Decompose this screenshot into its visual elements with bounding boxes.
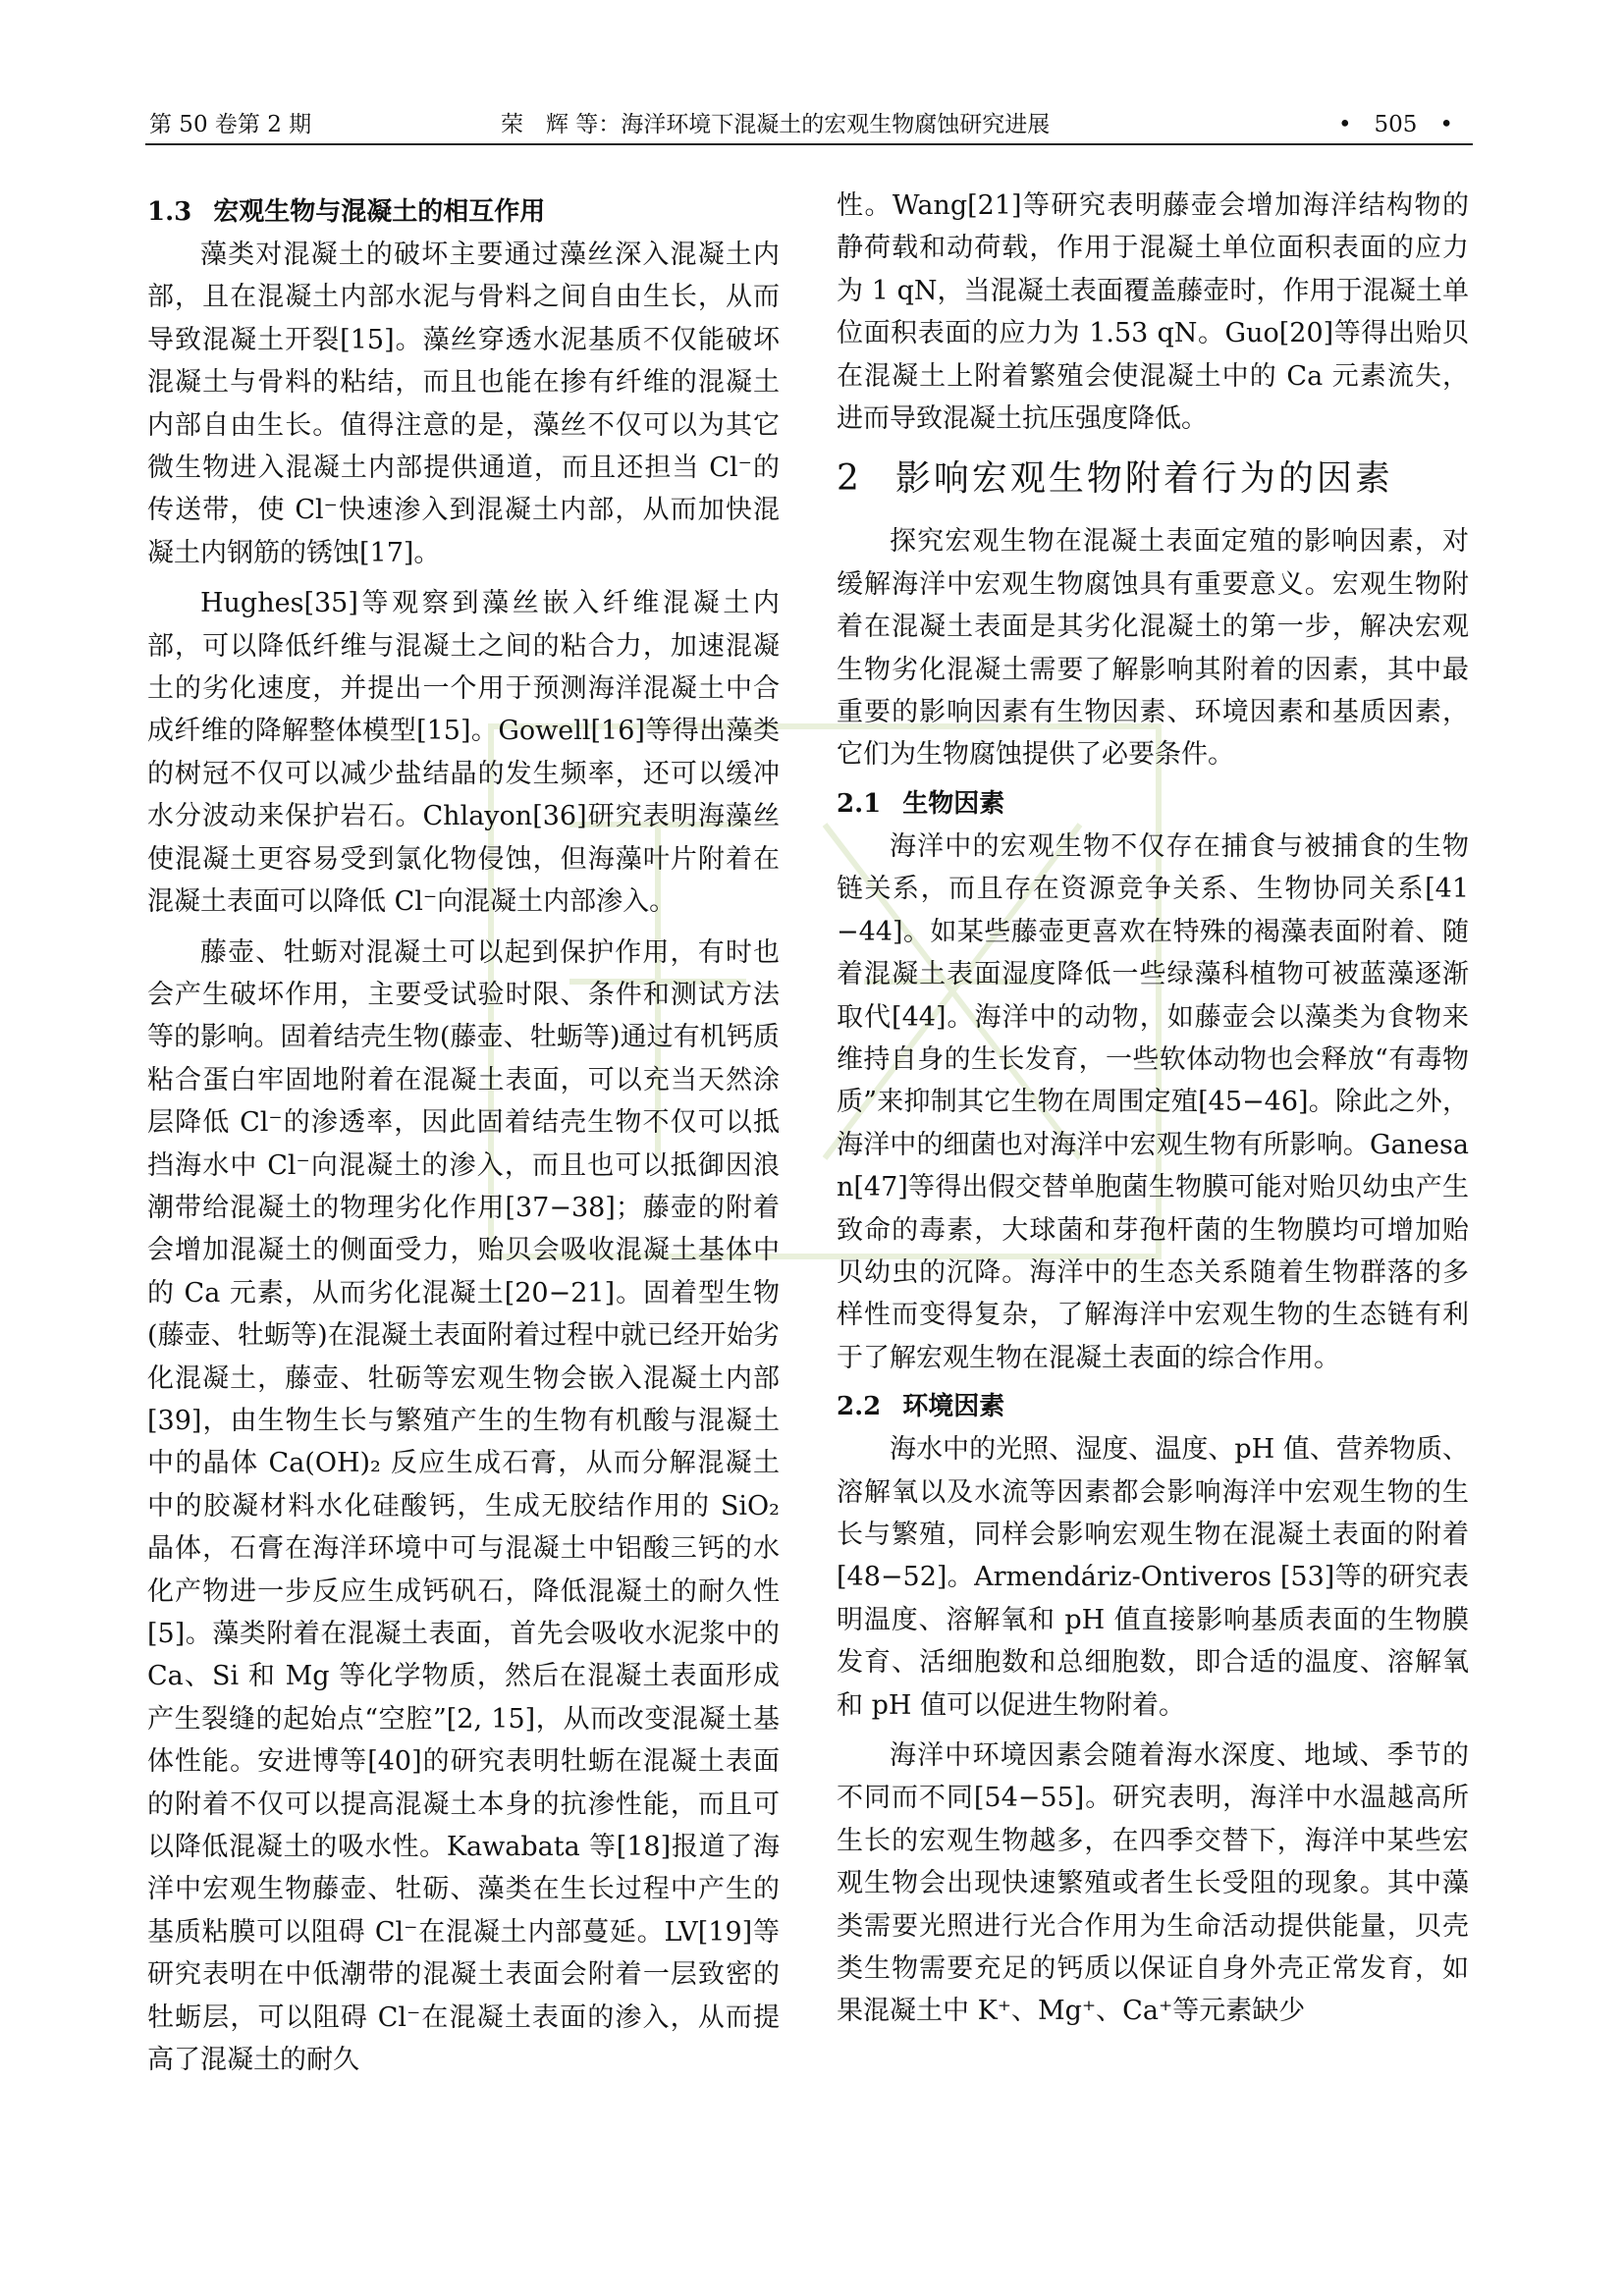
section-heading-2-1 [837, 784, 1469, 824]
paragraph: 藤壶、牡蛎对混凝土可以起到保护作用，有时也会产生破坏作用，主要受试验时限、条件和测试方法等的影响。固着结壳生物(藤壶、牡蛎等)通过有机钙质粘合蛋白牢固地附着在混凝土表面，可以充当天然涂层降低 Cl⁻的渗透率，因此固着结壳生物不仅可以抵挡海水中 Cl⁻向混凝土的渗入，而且也可以抵御因浪潮带给混凝土的物理劣化作用[37−38]；藤壶的附着会增加混凝土的侧面受力，贻贝会吸收混凝土基体中的 Ca 元素，从而劣化混凝土[20−21]。固着型生物(藤壶、牡蛎等)在混凝土表面附着过程中就已经开始劣化混凝土，藤壶、牡砺等宏观生物会嵌入混凝土内部[39]，由生物生长与繁殖产生的生物有机酸与混凝土中的晶体 Ca(OH)₂ 反应生成石膏，从而分解混凝土中的胶凝材料水化硅酸钙，生成无胶结作用的 SiO₂ 晶体，石膏在海洋环境中可与混凝土中铝酸三钙的水化产物进一步反应生成钙矾石，降低混凝土的耐久性[5]。藻类附着在混凝土表面，首先会吸收水泥浆中的 Ca、Si 和 Mg 等化学物质，然后在混凝土表面形成产生裂缝的起始点“空腔”[2, 15]，从而改变混凝土基体性能。安进博等[40]的研究表明牡蛎在混凝土表面的附着不仅可以提高混凝土本身的抗渗性能，而且可以降低混凝土的吸水性。Kawabata 等[18]报道了海洋中宏观生物藤壶、牡砺、藻类在生长过程中产生的基质粘膜可以阻碍 Cl⁻在混凝土内部蔓延。LV[19]等研究表明在中低潮带的混凝土表面会附着一层致密的牡蛎层，可以阻碍 Cl⁻在混凝土表面的渗入，从而提高了混凝土的耐久 [147, 936, 780, 2076]
paragraph: 海水中的光照、湿度、温度、pH 值、营养物质、溶解氧以及水流等因素都会影响海洋中宏观生物的生长与繁殖，同样会影响宏观生物在混凝土表面的附着[48−52]。Armendáriz-Ontiveros [53]等的研究表明温度、溶解氧和 pH 值直接影响基质表面的生物膜发育、活细胞数和总细胞数，即合适的温度、溶解氧和 pH 值可以促进生物附着。 [837, 1434, 1469, 1721]
paragraph: 藻类对混凝土的破坏主要通过藻丝深入混凝土内部，且在混凝土内部水泥与骨料之间自由生长，从而导致混凝土开裂[15]。藻丝穿透水泥基质不仅能破坏混凝土与骨料的粘结，而且也能在掺有纤维的混凝土内部自由生长。值得注意的是，藻丝不仅可以为其它微生物进入混凝土内部提供通道，而且还担当 Cl⁻的传送带，使 Cl⁻快速渗入到混凝土内部，从而加快混凝土内钢筋的锈蚀[17]。 [147, 240, 780, 568]
section-number: 2.1 [837, 788, 882, 819]
paragraph: 海洋中的宏观生物不仅存在捕食与被捕食的生物链关系，而且存在资源竞争关系、生物协同关系[41−44]。如某些藤壶更喜欢在特殊的褐藻表面附着、随着混凝土表面湿度降低一些绿藻科植物可被蓝藻逐渐取代[44]。海洋中的动物，如藤壶会以藻类为食物来维持自身的生长发育，一些软体动物也会释放“有毒物质”来抑制其它生物在周围定殖[45−46]。除此之外，海洋中的细菌也对海洋中宏观生物有所影响。Ganesan[47]等得出假交替单胞菌生物膜可能对贻贝幼虫产生致命的毒素，大球菌和芽孢杆菌的生物膜均可增加贻贝幼虫的沉降。海洋中的生态关系随着生物群落的多样性而变得复杂，了解海洋中宏观生物的生态链有利于了解宏观生物在混凝土表面的综合作用。 [837, 830, 1469, 1373]
paragraph: 性。Wang[21]等研究表明藤壶会增加海洋结构物的静荷载和动荷载，作用于混凝土单位面积表面的应力为 1 qN，当混凝土表面覆盖藤壶时，作用于混凝土单位面积表面的应力为 1.53 qN。Guo[20]等得出贻贝在混凝土上附着繁殖会使混凝土中的 Ca 元素流失，进而导致混凝土抗压强度降低。 [837, 190, 1469, 435]
running-header [145, 110, 1473, 147]
running-title: 荣 辉 等：海洋环境下混凝土的宏观生物腐蚀研究进展 [501, 112, 1051, 137]
section-heading-2-2 [837, 1387, 1469, 1426]
header-rule [145, 143, 1473, 145]
paragraph: 探究宏观生物在混凝土表面定殖的影响因素，对缓解海洋中宏观生物腐蚀具有重要意义。宏观生物附着在混凝土表面是其劣化混凝土的第一步，解决宏观生物劣化混凝土需要了解影响其附着的因素，其中最重要的影响因素有生物因素、环境因素和基质因素，它们为生物腐蚀提供了必要条件。 [837, 526, 1469, 771]
left-column [147, 192, 780, 2089]
paragraph: Hughes[35]等观察到藻丝嵌入纤维混凝土内部，可以降低纤维与混凝土之间的粘合力，加速混凝土的劣化速度，并提出一个用于预测海洋混凝土中合成纤维的降解整体模型[15]。Gowell[16]等得出藻类的树冠不仅可以减少盐结晶的发生频率，还可以缓冲水分波动来保护岩石。Chlayon[36]研究表明海藻丝使混凝土更容易受到氯化物侵蚀，但海藻叶片附着在混凝土表面可以降低 Cl⁻向混凝土内部渗入。 [147, 588, 780, 918]
paragraph: 海洋中环境因素会随着海水深度、地域、季节的不同而不同[54−55]。研究表明，海洋中水温越高所生长的宏观生物越多，在四季交替下，海洋中某些宏观生物会出现快速繁殖或者生长受阻的现象。其中藻类需要光照进行光合作用为生命活动提供能量，贝壳类生物需要充足的钙质以保证自身外壳正常发育，如果混凝土中 K⁺、Mg⁺、Ca⁺等元素缺少 [837, 1740, 1469, 2027]
section-title: 影响宏观生物附着行为的因素 [894, 458, 1393, 500]
section-title: 环境因素 [902, 1392, 1005, 1422]
section-number: 2.2 [837, 1392, 882, 1422]
section-number: 1.3 [147, 197, 192, 227]
section-heading-2 [837, 452, 1469, 507]
section-title: 宏观生物与混凝土的相互作用 [213, 197, 546, 227]
section-heading-1-3 [147, 192, 780, 232]
section-number: 2 [837, 458, 862, 500]
section-title: 生物因素 [902, 788, 1005, 819]
journal-volume: 第 50 卷第 2 期 [149, 112, 312, 137]
right-column [837, 185, 1469, 2041]
page-number: • 505 • [1337, 112, 1453, 137]
